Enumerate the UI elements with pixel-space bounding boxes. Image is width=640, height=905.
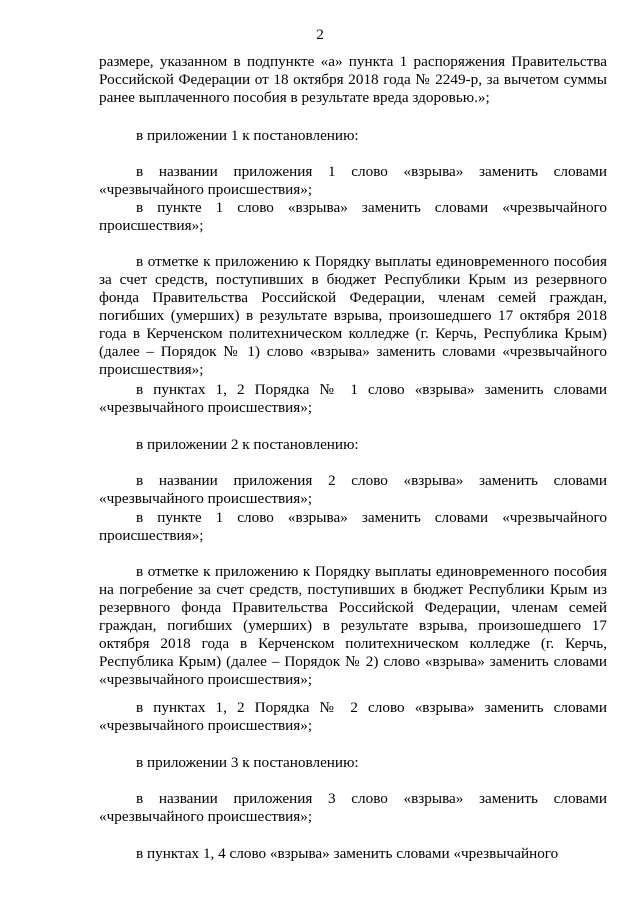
paragraph-appendix-1-heading: в приложении 1 к постановлению: xyxy=(136,127,359,144)
paragraph-appendix-2-point-1: в пункте 1 слово «взрыва» заменить словами «чрезвычайного происшествия»; xyxy=(99,509,607,544)
paragraph-appendix-3-title: в названии приложения 3 слово «взрыва» заменить словами «чрезвычайного происшествия»; xyxy=(99,790,607,825)
page-number: 2 xyxy=(316,26,324,43)
paragraph-appendix-1-point-1: в пункте 1 слово «взрыва» заменить словами «чрезвычайного происшествия»; xyxy=(99,199,607,234)
paragraph-appendix-1-title: в названии приложения 1 слово «взрыва» заменить словами «чрезвычайного происшествия»; xyxy=(99,163,607,198)
paragraph-appendix-2-note: в отметке к приложению к Порядку выплаты единовременного пособия на погребение за счет средств, поступивших в бюджет Республики Крым из резервного фонда Правительства Российской Федерации, членам семей граждан, погибших (умерших) в результате взрыва, произошедшего 17 октября 2018 года в Керченском политехническом колледже (г. Керчь, Республика Крым) (далее – Порядок № 2) слово «взрыва» заменить словами «чрезвычайного происшествия»; xyxy=(99,563,607,688)
paragraph-appendix-3-points: в пунктах 1, 4 слово «взрыва» заменить словами «чрезвычайного xyxy=(136,845,559,862)
paragraph-appendix-1-note: в отметке к приложению к Порядку выплаты единовременного пособия за счет средств, поступивших в бюджет Республики Крым из резервного фонда Правительства Российской Федерации, членам семей граждан, погибших (умерших) в результате взрыва, произошедшего 17 октября 2018 года в Керченском политехническом колледже (г. Керчь, Республика Крым) (далее – Порядок № 1) слово «взрыва» заменить словами «чрезвычайного происшествия»; xyxy=(99,253,607,378)
paragraph-continuation: размере, указанном в подпункте «а» пункта 1 распоряжения Правительства Российской Федерации от 18 октября 2018 года № 2249-р, за вычетом суммы ранее выплаченного пособия в результате вреда здоровью.»; xyxy=(99,53,607,106)
paragraph-procedure-2-points: в пунктах 1, 2 Порядка № 2 слово «взрыва» заменить словами «чрезвычайного происшествия»; xyxy=(99,699,607,734)
paragraph-appendix-2-heading: в приложении 2 к постановлению: xyxy=(136,436,359,453)
paragraph-appendix-2-title: в названии приложения 2 слово «взрыва» заменить словами «чрезвычайного происшествия»; xyxy=(99,472,607,507)
paragraph-appendix-3-heading: в приложении 3 к постановлению: xyxy=(136,754,359,771)
paragraph-procedure-1-points: в пунктах 1, 2 Порядка № 1 слово «взрыва» заменить словами «чрезвычайного происшествия»; xyxy=(99,381,607,416)
